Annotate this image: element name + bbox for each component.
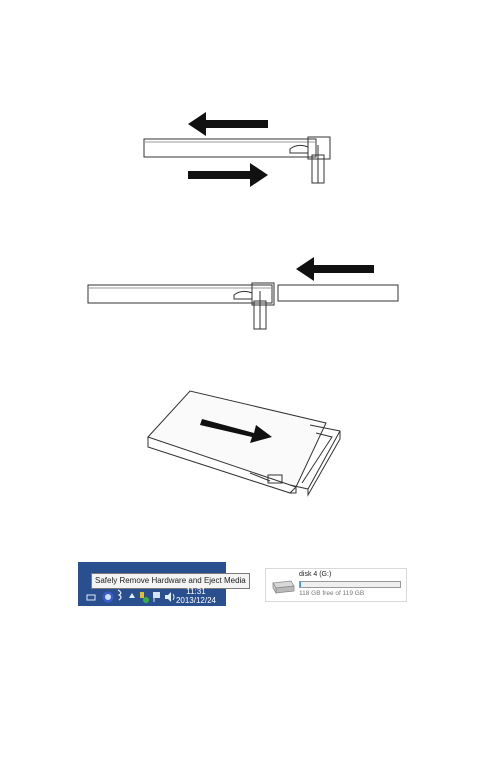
hard-drive-icon <box>270 577 296 595</box>
disk-usage-bar <box>299 581 401 588</box>
arrow-left-icon <box>188 112 268 136</box>
network-icon[interactable] <box>116 588 126 602</box>
help-icon[interactable] <box>102 591 114 603</box>
eject-tooltip: Safely Remove Hardware and Eject Media <box>91 573 250 589</box>
disk-entry[interactable] <box>265 568 407 602</box>
clock-date: 2013/12/24 <box>175 596 216 605</box>
keyboard-icon[interactable] <box>86 592 96 602</box>
disk-free-text: 118 GB free of 119 GB <box>299 590 365 597</box>
arrow-left-icon <box>296 257 374 281</box>
show-hidden-icons-icon[interactable] <box>128 592 136 600</box>
step3-illustration <box>140 385 360 495</box>
volume-icon[interactable] <box>164 591 176 603</box>
tray-clock[interactable] <box>176 587 216 605</box>
step1-illustration <box>130 105 350 195</box>
step2-illustration <box>80 255 410 335</box>
clock-time: 11:31 <box>186 587 206 596</box>
disk-usage-fill <box>300 582 301 587</box>
disk-name: disk 4 (G:) <box>299 571 332 578</box>
taskbar-snippet <box>78 562 246 606</box>
arrow-right-icon <box>188 163 268 187</box>
safely-remove-icon[interactable] <box>138 590 150 604</box>
flag-icon[interactable] <box>152 591 162 603</box>
